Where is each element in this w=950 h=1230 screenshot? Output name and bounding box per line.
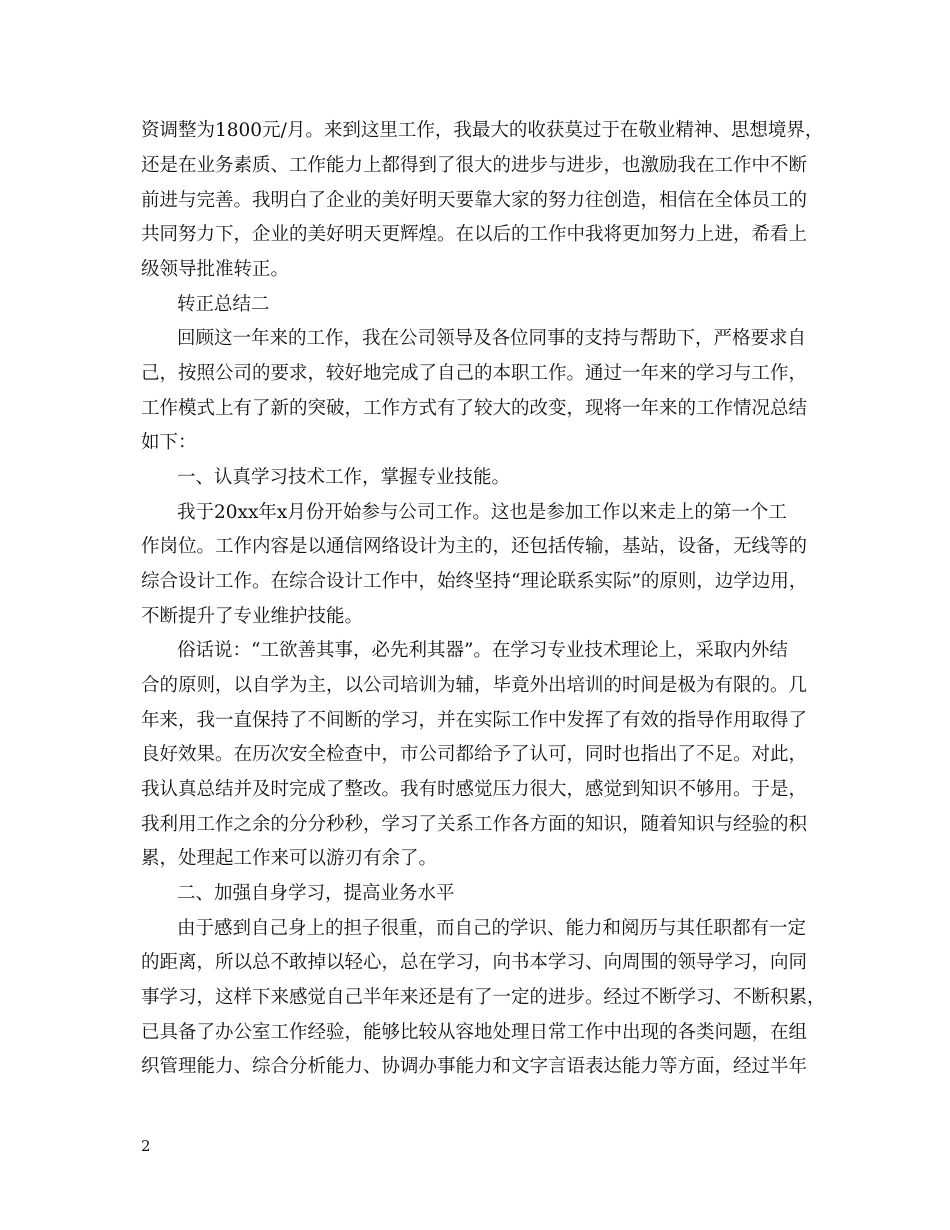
text-line: 俗话说：“工欲善其事，必先利其器”。在学习专业技术理论上，采取内外结 <box>177 640 788 661</box>
text-line: 如下： <box>141 432 197 453</box>
subsection-heading: 一、认真学习技术工作，掌握专业技能。 <box>177 467 511 488</box>
text-line: 不断提升了专业维护技能。 <box>141 606 364 627</box>
text-line: 累，处理起工作来可以游刃有余了。 <box>141 848 438 869</box>
text-line: 我于20xx年x月份开始参与公司工作。这也是参加工作以来走上的第一个工 <box>177 502 787 523</box>
text-line: 良好效果。在历次安全检查中，市公司都给予了认可，同时也指出了不足。对此， <box>141 744 808 765</box>
text-line: 回顾这一年来的工作，我在公司领导及各位同事的支持与帮助下，严格要求自 <box>177 328 807 349</box>
text-line: 我认真总结并及时完成了整改。我有时感觉压力很大，感觉到知识不够用。于是， <box>141 779 808 800</box>
text-line: 由于感到自己身上的担子很重，而自己的学识、能力和阅历与其任职都有一定 <box>177 918 807 939</box>
text-line: 还是在业务素质、工作能力上都得到了很大的进步与进步，也激励我在工作中不断 <box>141 155 808 176</box>
text-line: 合的原则，以自学为主，以公司培训为辅，毕竟外出培训的时间是极为有限的。几 <box>141 675 808 696</box>
text-line: 我利用工作之余的分分秒秒，学习了关系工作各方面的知识，随着知识与经验的积 <box>141 814 808 835</box>
text-line: 年来，我一直保持了不间断的学习，并在实际工作中发挥了有效的指导作用取得了 <box>141 710 808 731</box>
text-line: 己，按照公司的要求，较好地完成了自己的本职工作。通过一年来的学习与工作， <box>141 363 808 384</box>
text-line: 综合设计工作。在综合设计工作中，始终坚持“理论联系实际”的原则，边学边用， <box>141 571 808 592</box>
text-line: 的距离，所以总不敢掉以轻心，总在学习，向书本学习、向周围的领导学习，向同 <box>141 952 808 973</box>
text-line: 资调整为1800元/月。来到这里工作，我最大的收获莫过于在敬业精神、思想境界， <box>141 120 824 141</box>
page-number: 2 <box>141 1137 151 1155</box>
text-line: 工作模式上有了新的突破，工作方式有了较大的改变，现将一年来的工作情况总结 <box>141 398 808 419</box>
text-line: 作岗位。工作内容是以通信网络设计为主的，还包括传输，基站，设备，无线等的 <box>141 536 808 557</box>
text-line: 事学习，这样下来感觉自己半年来还是有了一定的进步。经过不断学习、不断积累， <box>141 987 826 1008</box>
text-line: 织管理能力、综合分析能力、协调办事能力和文字言语表达能力等方面，经过半年 <box>141 1056 808 1077</box>
text-line: 级领导批准转正。 <box>141 259 290 280</box>
text-line: 共同努力下，企业的美好明天更辉煌。在以后的工作中我将更加努力上进，希看上 <box>141 224 808 245</box>
section-heading: 转正总结二 <box>177 294 270 315</box>
text-line: 前进与完善。我明白了企业的美好明天要靠大家的努力往创造，相信在全体员工的 <box>141 190 808 211</box>
subsection-heading: 二、加强自身学习，提高业务水平 <box>177 883 455 904</box>
text-line: 已具备了办公室工作经验，能够比较从容地处理日常工作中出现的各类问题，在组 <box>141 1022 808 1043</box>
